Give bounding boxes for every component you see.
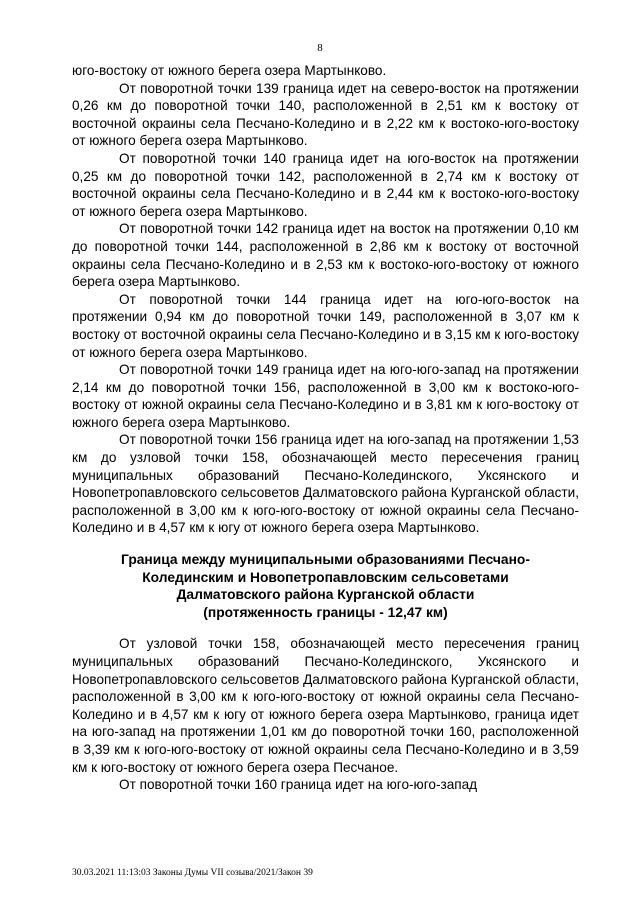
section-heading-line: Далматовского района Курганской области: [176, 587, 475, 603]
section-heading-line: Граница между муниципальными образованиями Песчано-: [121, 552, 530, 568]
paragraph: От узловой точки 158, обозначающей место пересечения границ муниципальных образований Песчано-Колединского, Уксянского и Новопетропавловского сельсоветов Далматовского района Курганской области, расположенной в 3,00 км к юго-юго-востоку от южной окраины села Песчано-Коледино и в 4,57 км к югу от южного берега озера Мартынково, граница идет на юго-запад на протяжении 1,01 км до поворотной точки 160, расположенной в 3,39 км к юго-юго-востоку от южной окраины села Песчано-Коледино и в 3,59 км к юго-востоку от южного берега озера Песчаное.: [72, 636, 579, 775]
section-heading: [72, 551, 579, 621]
section-heading-line: Колединским и Новопетропавловским сельсоветами: [142, 569, 509, 585]
paragraph: От поворотной точки 139 граница идет на северо-восток на протяжении 0,26 км до поворотной точки 140, расположенной в 2,51 км к востоку от восточной окраины села Песчано-Коледино и в 2,22 км к востоко-юго-востоку от южного берега озера Мартынково.: [72, 80, 579, 149]
paragraph: От поворотной точки 140 граница идет на юго-восток на протяжении 0,25 км до поворотной точки 142, расположенной в 2,74 км к востоку от восточной окраины села Песчано-Коледино и в 2,44 км к востоко-юго-востоку от южного берега озера Мартынково.: [72, 150, 579, 219]
paragraph: От поворотной точки 156 граница идет на юго-запад на протяжении 1,53 км до узловой точки 158, обозначающей место пересечения границ муниципальных образований Песчано-Колединского, Уксянского и Новопетропавловского сельсоветов Далматовского района Курганской области, расположенной в 3,00 км к юго-юго-востоку от южной окраины села Песчано-Коледино и в 4,57 км к югу от южного берега озера Мартынково.: [72, 432, 579, 536]
document-body: [72, 62, 579, 794]
paragraph: юго-востоку от южного берега озера Мартынково.: [72, 63, 387, 78]
paragraph: От поворотной точки 160 граница идет на юго-юго-запад: [119, 777, 478, 793]
paragraph: От поворотной точки 149 граница идет на юго-юго-запад на протяжении 2,14 км до поворотной точки 156, расположенной в 3,00 км к востоко-юго-востоку от южной окраины села Песчано-Коледино и в 3,81 км к юго-востоку от южного берега озера Мартынково.: [72, 362, 579, 430]
footer-stamp: 30.03.2021 11:13:03 Законы Думы VII созыва/2021/Закон 39: [72, 868, 313, 878]
paragraph: От поворотной точки 144 граница идет на юго-юго-восток на протяжении 0,94 км до поворотной точки 149, расположенной в 3,07 км к востоку от восточной окраины села Песчано-Коледино и в 3,15 км к юго-востоку от южного берега озера Мартынково.: [72, 291, 579, 360]
section-heading-line: (протяженность границы - 12,47 км): [203, 604, 448, 620]
paragraph: От поворотной точки 142 граница идет на восток на протяжении 0,10 км до поворотной точки 144, расположенной в 2,86 км к востоку от восточной окраины села Песчано-Коледино и в 2,53 км к востоко-юго-востоку от южного берега озера Мартынково.: [72, 221, 579, 290]
page-number: 8: [317, 42, 323, 54]
